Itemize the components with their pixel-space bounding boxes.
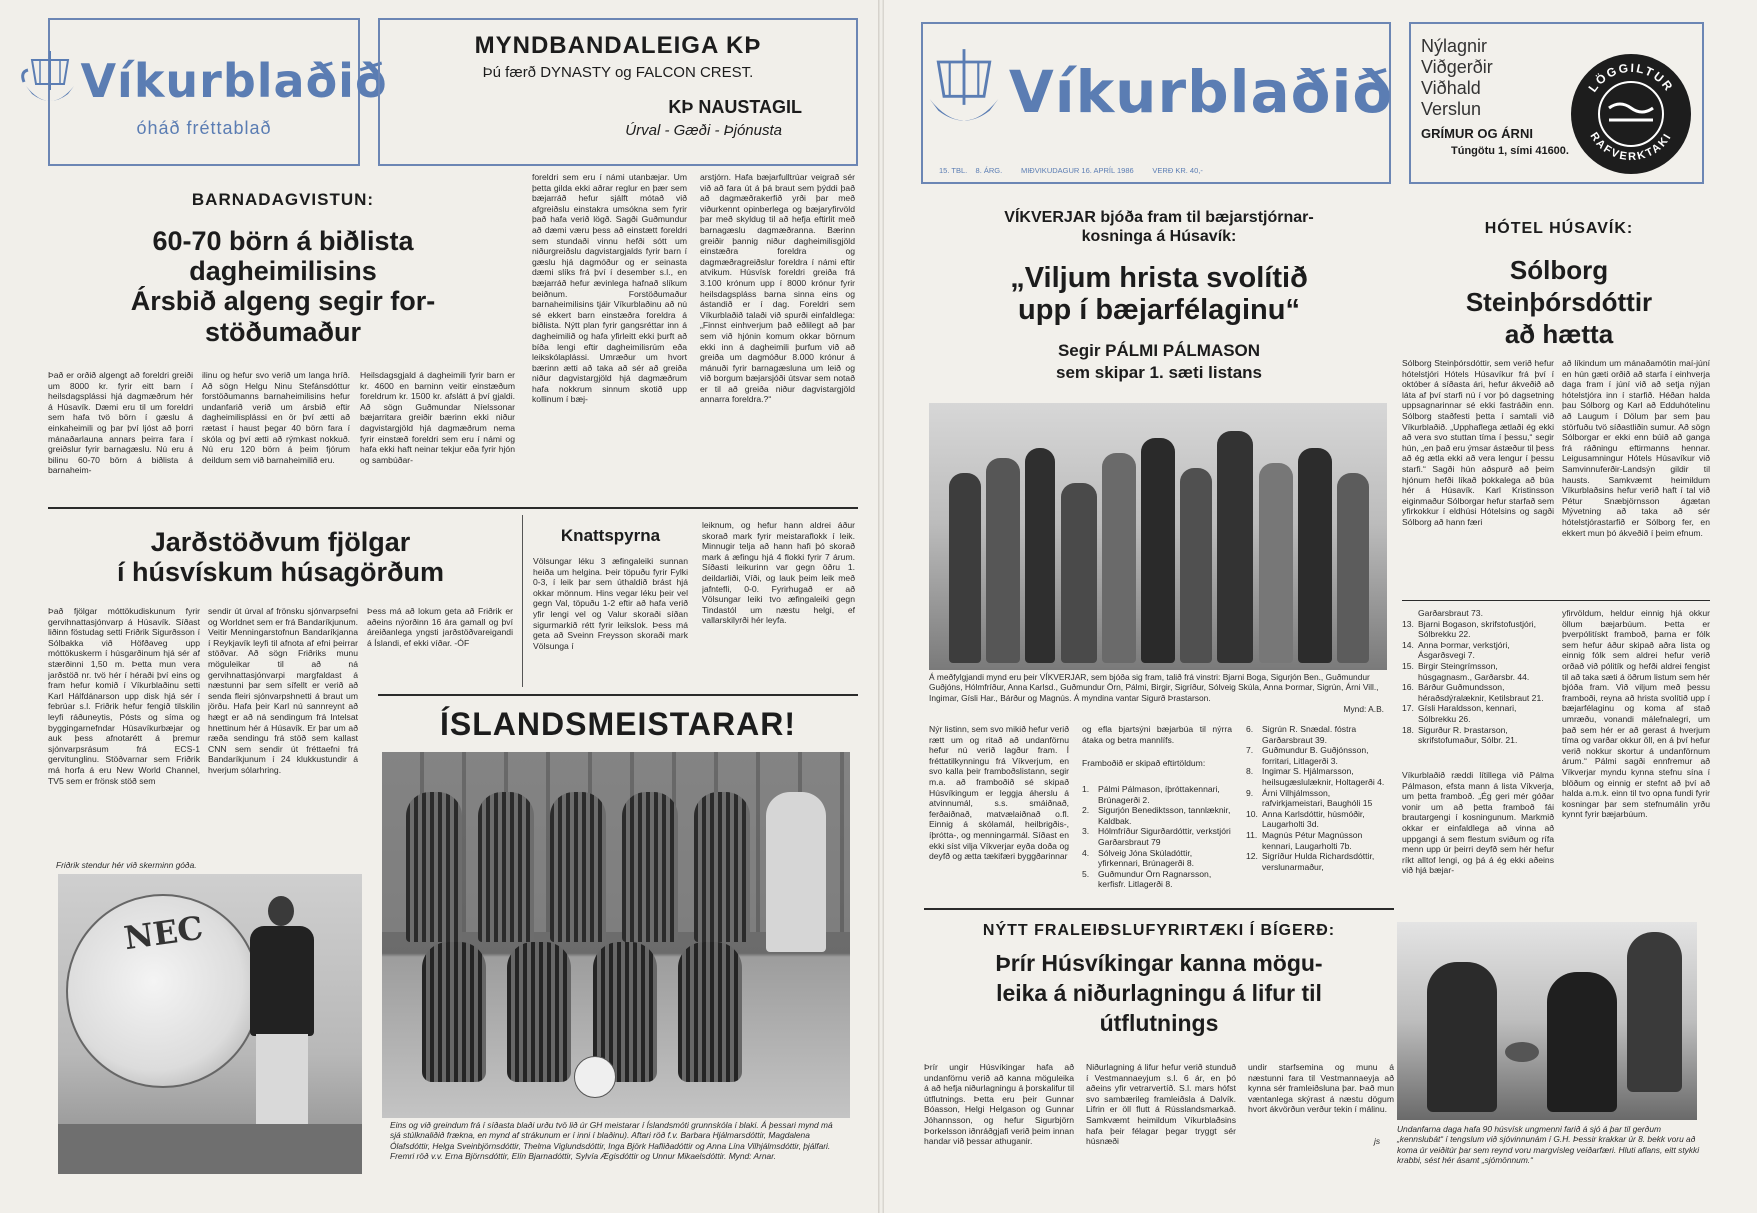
article-column: Framboðið er skipað eftirtöldum: (1082, 758, 1206, 768)
headline-line: leika á niðurlagningu á lifur til (996, 980, 1322, 1006)
masthead-tagline: óháð fréttablað (136, 117, 272, 138)
candidate-item: 7. Guðmundur B. Guðjónsson, forritari, Litlagerði 3. (1246, 745, 1369, 766)
candidate-item: 17. Gísli Haraldsson, kennari, Sólbrekku 26. (1402, 703, 1517, 724)
article-kicker-barnadagvistun: BARNADAGVISTUN: (191, 190, 375, 209)
team-photo-caption: Eins og við greindum frá í síðasta blaði urðu tvö lið úr GH meistarar í Íslandsmóti grunnskóla í blaki. Á þessari mynd má sjá stúlknaliðið frækna, en mynd af strákunum er í inni í blaðinu). Aftari röð f.v. Barbara Hjálmarsdóttir, Magdalena Ólafsdóttir, Helga Sveinbjörnsdóttir, Thelma Viglundsdóttir, Inga Björk Hafliðadóttir og Anna Lína Vilhjálmsdóttir, þjálfari. Fremri röð v.v. Erna Björnsdóttir, Elín Bjarnadóttir, Sylvía Ægisdóttir og Unnur Mikaelsdóttir. Mynd: Arnar. (390, 1120, 833, 1162)
candidate-item: 8. Ingimar S. Hjálmarsson, heilsugæslulæknir, Holtagerði 4. (1246, 766, 1385, 787)
article-column: ilinu og hefur svo verið um langa hríð. Að sögn Helgu Ninu Stefánsdóttur forstöðumanns barnaheimilisins hefur undanfarið verið um ársbið eftir dagheimilisplássi en ör því ætti að rætast í haust þegar 40 börn fara í skóla og því ætti að rýmkast nokkuð. Nú eru 120 börn á þeim fjórum deildum sem við barnaheimilið eru. (202, 370, 350, 465)
volleyball-team-photo (382, 752, 850, 1118)
article-column: Þrír ungir Húsvíkingar hafa að undanförnu verið að kanna möguleika á að hefja niðurlagningu á þorskalifur til útflutnings. Þetta eru þeir Gunnar Bóasson, Helgi Helgason og Gunnar Jóhannsson, og hefur Sigurbjörn Þorkelsson iðnráðgjafi verið þeim innan handar við þessar athuganir. (924, 1062, 1074, 1147)
vikverjar-group-photo (929, 403, 1387, 670)
issue-info-line: 15. TBL. 8. ÁRG. MIÐVIKUDAGUR 16. APRÍL 1986 VERÐ KR. 40,- (939, 166, 1203, 175)
article-column: Nýr listinn, sem svo mikið hefur verið rætt um og ritað að undanförnu hefur nú verið lagður fram. Í fréttatilkynningu frá Víkverjum, en svo kalla þeir framboðslistann, segir m.a. að framboðið sé skipað Húsvíkingum er leggja áherslu á atvinnumál, s.s. smáiðnað, ferðaiðnað, matvælaiðnað o.fl. Einnig á skólamál, heilbrigðis-, íþrótta-, og menningarmál. Síðast en ekki síst vilja Víkverjar eyða doða og deyfð og ætta tækifæri byggðarinnar (929, 724, 1069, 862)
masthead-logo: Víkurblaðið (1008, 58, 1394, 126)
kicker-line: kosninga á Húsavík: (1081, 228, 1237, 245)
candidate-item: 11. Magnús Pétur Magnússon kennari, Laugarholti 7b. (1246, 829, 1363, 851)
candidate-item: 5. Guðmundur Örn Ragnarsson, kerfisfr. Litlagerði 8. (1082, 868, 1212, 890)
article-column: sendir út úrval af frönsku sjónvarpsefni og Worldnet sem er frá Bandaríkjunum. Veitir Menningarstofnun Bandaríkjanna í Reykjavík leyfi til afnota af efni þeirrar stöðvar. Að sögn Friðriks munu möguleikar til að ná gervihnattasjónvarpi margfaldast á næstunni þar sem sífellt er verið að senda fleiri sjónvarpshnetti á braut um jörðu. Hafa þeir Karl nú sannreynt að hægt er að ná sendingum frá Intelsat hnettinum hér á Húsavík. Er þar um að ræða sendingu frá stöð sem kallast CNN sem sendir út fréttaefni frá Bandaríkjunum í 24 klukkustundir á hverjum sólarhring. (208, 606, 358, 775)
svg-text:LÖGGILTUR (1586, 61, 1677, 95)
column-divider (522, 515, 523, 687)
headline-knattspyrna: Knattspyrna (560, 526, 661, 545)
ad-line-3: Úrval - Gæði - Þjónusta (625, 122, 782, 139)
article-column: Víkurblaðið ræddi lítillega við Pálma Pálmason, efsta mann á lista Víkverja, um þetta framboð. „Ég geri mér góðar vonir um að þetta framboð fái brautargengi í kosningunum. Markmið okkar er einfaldlega að vinna að uppgangi á sem flestum sviðum og rífa menn upp úr þeirri deyfð sem hér hefur ríkt alltof lengi, og þá á ég ekki aðeins við hjá bæjar- (1402, 770, 1554, 876)
headline-line: upp í bæjarfélaginu“ (1018, 294, 1300, 327)
dish-label: NEC (121, 908, 206, 958)
kicker-hotel-husavik: HÓTEL HÚSAVÍK: (1484, 220, 1634, 237)
video-rental-ad (378, 18, 858, 166)
headline-islandsmeistarar: ÍSLANDSMEISTARAR! (440, 706, 796, 742)
ad-address: Túngötu 1, sími 41600. (1451, 145, 1569, 157)
candidate-item: 3. Hólmfríður Sigurðardóttir, verkstjóri Garðarsbraut 79 (1082, 826, 1231, 847)
headline-line: dagheimilisins (189, 256, 377, 287)
section-divider (924, 908, 1394, 910)
headline-solborg (1409, 254, 1709, 350)
person-body (250, 926, 314, 1036)
headline-line: „Viljum hrista svolítið (1010, 262, 1308, 294)
article-column: Heilsdagsgjald á dagheimili fyrir barn er kr. 4600 en barninn veitir einstæðum foreldrum kr. 1500 kr. afslátt á því gjaldi. Að sögn Guðmundar Níelssonar bæjarritara greiðir bærinn ekki niður dagvistargjöld hjá dagmæðrum nema fyrir einstæð foreldri sem eru í námi og hafa ekki haft neinar tekjur eða fyrir hjón og sambúðar- (360, 370, 515, 465)
article-column: leiknum, og hefur hann aldrei áður skorað mark fyrir meistaraflokk í leik. Minnugir telja að hann hafi þó skorað mark á æfingu hjá 4 flokki fyrir 7 árum. Síðasti leikurinn var gegn öðru 1. deildarliði, Víði, og lauk þeim leik með jafntefli, 0-0. Fyrirhugað er að Völsungar leiki tvo æfingaleiki gegn Tindastól um næstu helgi, ef vallarskilyrði hér leyfa. (702, 520, 855, 626)
right-newspaper-page (884, 0, 1757, 1213)
headline-line: Steinþórsdóttir (1465, 287, 1653, 317)
ad-company-name: GRÍMUR OG ÁRNI (1421, 126, 1533, 141)
seal-top-text: LÖGGILTUR (1585, 60, 1677, 95)
headline-viljum-hrista (924, 262, 1394, 327)
section-divider (378, 694, 858, 696)
ad-line-1: Þú færð DYNASTY og FALCON CREST. (482, 64, 754, 81)
article-column: Þess má að lokum geta að Friðrik er aðeins nýorðinn 16 ára gamall og því áreiðanlega yngsti jarðstöðvareigandi á Íslandi, ef ekki víðar. -ÓF (367, 606, 513, 648)
article-column: Það fjölgar móttökudiskunum fyrir gervihnattasjónvarp á Húsavík. Síðast liðinn föstudag setti Friðrik Sigurðsson í Sólbakka við Höfðaveg upp móttökuskerm í húsgarðinum hjá sér af stærðinni 1,50 m. Þetta mun vera jarðstöð nr. tvö hér í héraði því eins og fram hefur komið í Víkurblaðinu setti Karl Hálfdánarson upp disk hjá sér í febrúar s.l. Friðrik hefur fengið tilskilin leyfi ráðuneytis, Pósts og síma og byggingarnefndar Húsavíkurbæjar og auk þess afnotarétt á þremur sjónvarpsrásum frá ECS-1 gervitunglinu. Stöðvarnar sem Friðrik má horfa á eru New World Channel, TV5 sem er frönsk stöð sem (48, 606, 200, 786)
article-column: arstjórn. Hafa bæjarfulltrúar veigrað sér við að fara út á þá braut sem þýddi það að dagmæðrakerfið yrði þar með viðurkennt opinberlega og bæjaryfirvöld þar með skyldug til að hefja eftirlit með barnagæslu dagmæðranna. Bærinn greiðir þannig niður dagheimilisgjöld einstæðra foreldra og dagmæðragreiðslur foreldra í námi eftir atvikum. Húsvísk foreldri greiða frá 3.100 krónum upp í 8000 krónur fyrir heilsdagspláss barna sinna eins og ástandið er í dag. Foreldri sem Víkurblaðið talaði við spurði einfaldlega: „Finnst einhverjum það eðlilegt að þar sem við hjónin komum okkar börnum ekki inn á dagheimili þurfum við að greiða um dagmóður 8.000 krónur á mánuði fyrir barnagæsluna um leið og við borgum bæjarsjóði útsvar sem notað er til að greiða niður dagvistargjöld annarra foreldra.?“ (700, 172, 855, 405)
candidate-item: 4. Sólveig Jóna Skúladóttir, yfirkennari, Brúnagerði 8. (1082, 847, 1195, 869)
ground (58, 1124, 362, 1174)
candidate-list-1 (1082, 784, 1234, 890)
ad-service: Viðgerðir (1421, 57, 1493, 77)
kicker-line: VÍKVERJAR bjóða fram til bæjarstjórnar- (1004, 209, 1314, 226)
candidate-item: Garðarsbraut 73. (1418, 608, 1483, 618)
viking-ship-logo-icon (20, 46, 80, 116)
ad-service: Verslun (1421, 99, 1482, 119)
headline-line: Jarðstöðvum fjölgar (150, 527, 411, 557)
article-column: foreldri sem eru í námi utanbæjar. Um þetta gilda ekki aðrar reglur en þær sem bæjarráð hefur sjálft mótað við afgreiðslu einstakra umsókna sem fyrir það hafa verið lögð. Sagði Guðmundur að dæmi væru þess að einstætt foreldri sem stundaði vinnu hefði sótt um niðurgreiðslu dagvistargjalds fyrir barn í gæslu hjá dagmóður og er seinasta dæmi slíks frá því í desember s.l., en bæjarráð hefur ævinlega hafnað slíkum beiðnum. Forstöðumaður barnaheimilisins tjáir Víkurblaðinu að nú sé ekkert barn einstæðra foreldra á biðlista. Nýtt plan fyrir gangsréttar inn á dagheimilið og hafa yfirleitt ekki þurft að bíða lengi eftir dagheimilisrúm eða leikskólaplássi. Umræður um hvort bærinn ætti að taka að sér að greiða niður dagvistargjöld hjá dagmæðrum hafa nokkrum sinnum skotið upp kollinum í bæj- (532, 172, 687, 405)
person-figure (268, 896, 294, 926)
section-divider (48, 507, 858, 509)
kicker-vikverjar (924, 208, 1394, 246)
fishing-trip-photo (1397, 922, 1697, 1120)
kicker-nytt-fyrirtaeki: NÝTT FRALEIÐSLUFYRIRTÆKI Í BÍGERÐ: (982, 922, 1336, 939)
candidate-item: 13. Bjarni Bogason, skrifstofustjóri, Sólbrekku 22. (1402, 618, 1536, 640)
candidate-list-3 (1402, 608, 1554, 746)
subheadline-line: sem skipar 1. sæti listans (1056, 363, 1262, 382)
photo-caption: Friðrik stendur hér við skerminn góða. (56, 860, 197, 870)
article-column: Það er orðið algengt að foreldri greiði um 8000 kr. fyrir eitt barn í heilsdagsplássi hjá dagmæðrum hér á Húsavík. Dæmi eru til um foreldri sem hafa tvö börn í gæslu á einkaheimili og þar því ljóst að þorri mánaðarlauna annars þeirra fara í greiðslur fyrir barnagæslu. Nú eru á bilinu 60-70 börn á biðlista á barnaheim- (48, 370, 193, 476)
headline-line: útflutnings (1099, 1010, 1219, 1036)
subheadline-line: Segir PÁLMI PÁLMASON (1057, 341, 1261, 360)
article-column: Völsungar léku 3 æfingaleiki sunnan heiða um helgina. Þeir töpuðu fyrir Fylki 0-3, í leik þar sem úthaldið brást hjá okkar mönnum. Hins vegar léku þeir vel gegn Val, töpuðu 1-2 eftir að hafa verið yfir lengi vel og Valur skoraði síðan sigurmarkið rétt fyrir leikslok. Þess má geta að Sveinn Freysson skoraði mark Völsunga í (533, 556, 688, 651)
group-photo-caption: Á meðfylgjandi mynd eru þeir VÍKVERJAR, sem bjóða sig fram, talið frá vinstri: Bjarni Boga, Sigurjón Ben., Guðmundur Guðjóns, Hólmfríður, Anna Karlsd., Guðmundur Örn, Pálmi, Birgir, Sigríður, Sólveig Skúla, Anna Þormar, Sigrún, Árni Vill., Ingimar, Gísli Har., Bárður og Magnús. Á myndina vantar Sigurð Þrastarson. (929, 672, 1379, 703)
group-photo-credit: Mynd: A.B. (1343, 704, 1384, 714)
headline-barnadagvistun (48, 226, 518, 347)
article-column: undir starfsemina og munu á næstunni fara til Vestmannaeyja að kynna sér framleiðsluna þar. Það mun væntanlega skýrast á næstu dögum hvort ákvörðun verður tekin í málinu. (1248, 1062, 1394, 1115)
headline-line: 60-70 börn á biðlista (152, 226, 414, 256)
certified-electrician-seal (1571, 54, 1691, 174)
kid-figure (1627, 932, 1682, 1092)
candidate-item: 18. Sigurður R. Þrastarson, skrifstofumaður, Sólbr. 21. (1402, 724, 1518, 746)
subheadline-palmi (924, 340, 1394, 384)
headline-lifur (924, 948, 1394, 1038)
candidate-item: 2. Sigurjón Benediktsson, tannlæknir, Kaldbak. (1082, 805, 1231, 826)
group-people (949, 413, 1369, 663)
viking-ship-logo-icon (919, 42, 1009, 142)
article-column: yfirvöldum, heldur einnig hjá okkur öllum bæjarbúum. Þetta er þverpólitískt framboð, þarna er fólk sem hefur áður skipað aðra lista og einnig fólk sem aldrei hefur verið orðað við pólitík og hefði aldrei fengist til að taka sæti á öðrum listum sem hér bjóða fram. Við viljum með þessu framboði, reyna að hrista svolítið upp í bæjarfélaginu og koma af stað umræðu, vonandi málefnalegri, um það sem hér er að gerast á hverjum tíma og varðar okkur öll, en á því hefur verið nokkur skortur á undanförnum árum.“ Pálmi sagði ennfremur að Víkverjar myndu kynna stefnu sína í blöðum og einnig er stefnt að því að halda a.m.k. einn til tvo opna fundi fyrir kosningar þar sem stefnumálin yrðu kynnt fyrir bæjarbúum. (1562, 608, 1710, 820)
article-column: Niðurlagning á lifur hefur verið stunduð í Vestmannaeyjum s.l. 6 ár, en þó aðeins yfir vetrarvertíð. S.l. mars hófst svo sambærileg framleiðsla á Dalvík. Lifrin er öll flutt á Rússlandsmarkað. Samkvæmt heimildum Víkurblaðsins hafa þeir félagar þegar tryggt sér húsnæði (1086, 1062, 1236, 1147)
candidate-item: 12. Sigríður Hulda Richardsdóttir, verslunarmaður, (1246, 851, 1375, 872)
headline-line: í húsvískum húsagörðum (116, 557, 445, 588)
crab (1505, 1042, 1539, 1062)
ad-title: MYNDBANDALEIGA KÞ (474, 32, 762, 59)
headline-line: Ársbið algeng segir for- (130, 286, 436, 317)
right-masthead (921, 22, 1394, 184)
satellite-dish-photo (58, 874, 362, 1174)
candidate-list-2 (1246, 724, 1391, 872)
ad-line-2: KÞ NAUSTAGIL (668, 97, 802, 117)
masthead-logo: Víkurblaðið (80, 53, 388, 108)
headline-line: að hætta (1504, 319, 1614, 349)
headline-line: Þrír Húsvíkingar kanna mögu- (995, 950, 1323, 976)
candidate-item: 9. Árni Vilhjálmsson, rafvirkjameistari, Baughóli 15 (1246, 787, 1373, 809)
headline-jardstodvum (48, 527, 513, 587)
kid-figure (1547, 972, 1617, 1112)
seal-graphic-icon (1571, 54, 1691, 174)
candidate-item: 10. Anna Karlsdóttir, húsmóðir, Laugarholti 3d. (1246, 808, 1365, 830)
back-row-players (406, 792, 826, 942)
ad-service: Nýlagnir (1421, 36, 1488, 56)
fishing-photo-caption: Undanfarna daga hafa 90 húsvísk ungmenni farið á sjó á þar til gerðum „kennslubát“ í tengslum við sjóvinnunám í G.H. Þessir krakkar úr 8. bekk voru að koma úr veiðitúr þar sem reynd voru margvísleg veiðarfæri. Hluti aflans, eitt stykki krabbi, sést hér ásamt „sjómönnum.“ (1397, 1124, 1700, 1166)
candidate-item: 6. Sigrún R. Snædal. fóstra Garðarsbraut 39. (1246, 724, 1357, 745)
left-newspaper-page (0, 0, 878, 1213)
article-column: Sólborg Steinþórsdóttir, sem verið hefur hótelstjóri Hótels Húsavíkur frá því í október á síðasta ári, hefur ákveðið að láta af því starfi nú í vor þó dagsetning uppsagnarinnar sé ekki fastráðin enn. Sólborg staðfesti þetta í samtali við Víkurblaðið. „Upphaflega ætlaði ég ekki að vera svo stuttan tíma í þessu,“ segir hún, „en það eru ýmsar ástæður til þess að ég ætla ekki að vera lengur í þessu starfi.“ Sagði hún aðspurð að þeim hjónum hefði líkað þokkalega að búa hér á Húsavík. Karl Kristinsson eiginmaður Sólborgar hefur starfað sem yfirkokkur í eldhúsi Hótelsins og sagði Sólborg að hann færi (1402, 358, 1554, 527)
section-divider (1402, 600, 1710, 601)
kid-figure (1427, 962, 1497, 1112)
candidate-item: 1. Pálmi Pálmason, íþróttakennari, Brúnagerði 2. (1082, 784, 1220, 805)
headline-line: stöðumaður (204, 316, 361, 347)
ad-service: Viðhald (1421, 78, 1481, 98)
article-signature: js (1374, 1136, 1381, 1146)
seal-bottom-text: RAFVERKTAKI (1587, 130, 1675, 164)
article-column: og efla bjartsýni bæjarbúa til nýrra átaka og betra mannlífs. (1082, 724, 1232, 745)
electrician-ad (1409, 22, 1704, 184)
volleyball (574, 1056, 616, 1098)
candidate-item: 15. Birgir Steingrímsson, húsgagnasm., Garðarsbr. 44. (1402, 660, 1530, 682)
left-masthead (48, 18, 388, 166)
candidate-item: 14. Anna Þormar, verkstjóri, Ásgarðsvegi 7. (1402, 639, 1510, 661)
candidate-item: 16. Bárður Guðmundsson, héraðsdýralæknir, Ketilsbraut 21. (1402, 682, 1544, 703)
headline-line: Sólborg (1509, 255, 1609, 285)
article-column: að líkindum um mánaðamótin maí-júní en hún gæti orðið að starfa í einhverja daga fram í júní við að setja nýjan hótelstjóra inn í starfið. Héðan halda þau Sólborg og Karl að Edduhótelinu að Laugum í Dölum þar sem þau störfuðu tvö síðastliðin sumur. Að sögn Sólborgar er ekki enn búið að ganga frá ráðningu eftirmanns hennar. Leigusamningur Hótels Húsavíkur við Samvinnuferðir-Landsýn gildir til hausts. Samkvæmt heimildum Víkurblaðsins hefur verið haft í tal við Pétur Snæbjörnsson ágætan Mývetning að taka að sér hótelstjórastarfið er Sólborg fer, en ekkert mun þó ákveðið í þeim efnum. (1562, 358, 1710, 538)
